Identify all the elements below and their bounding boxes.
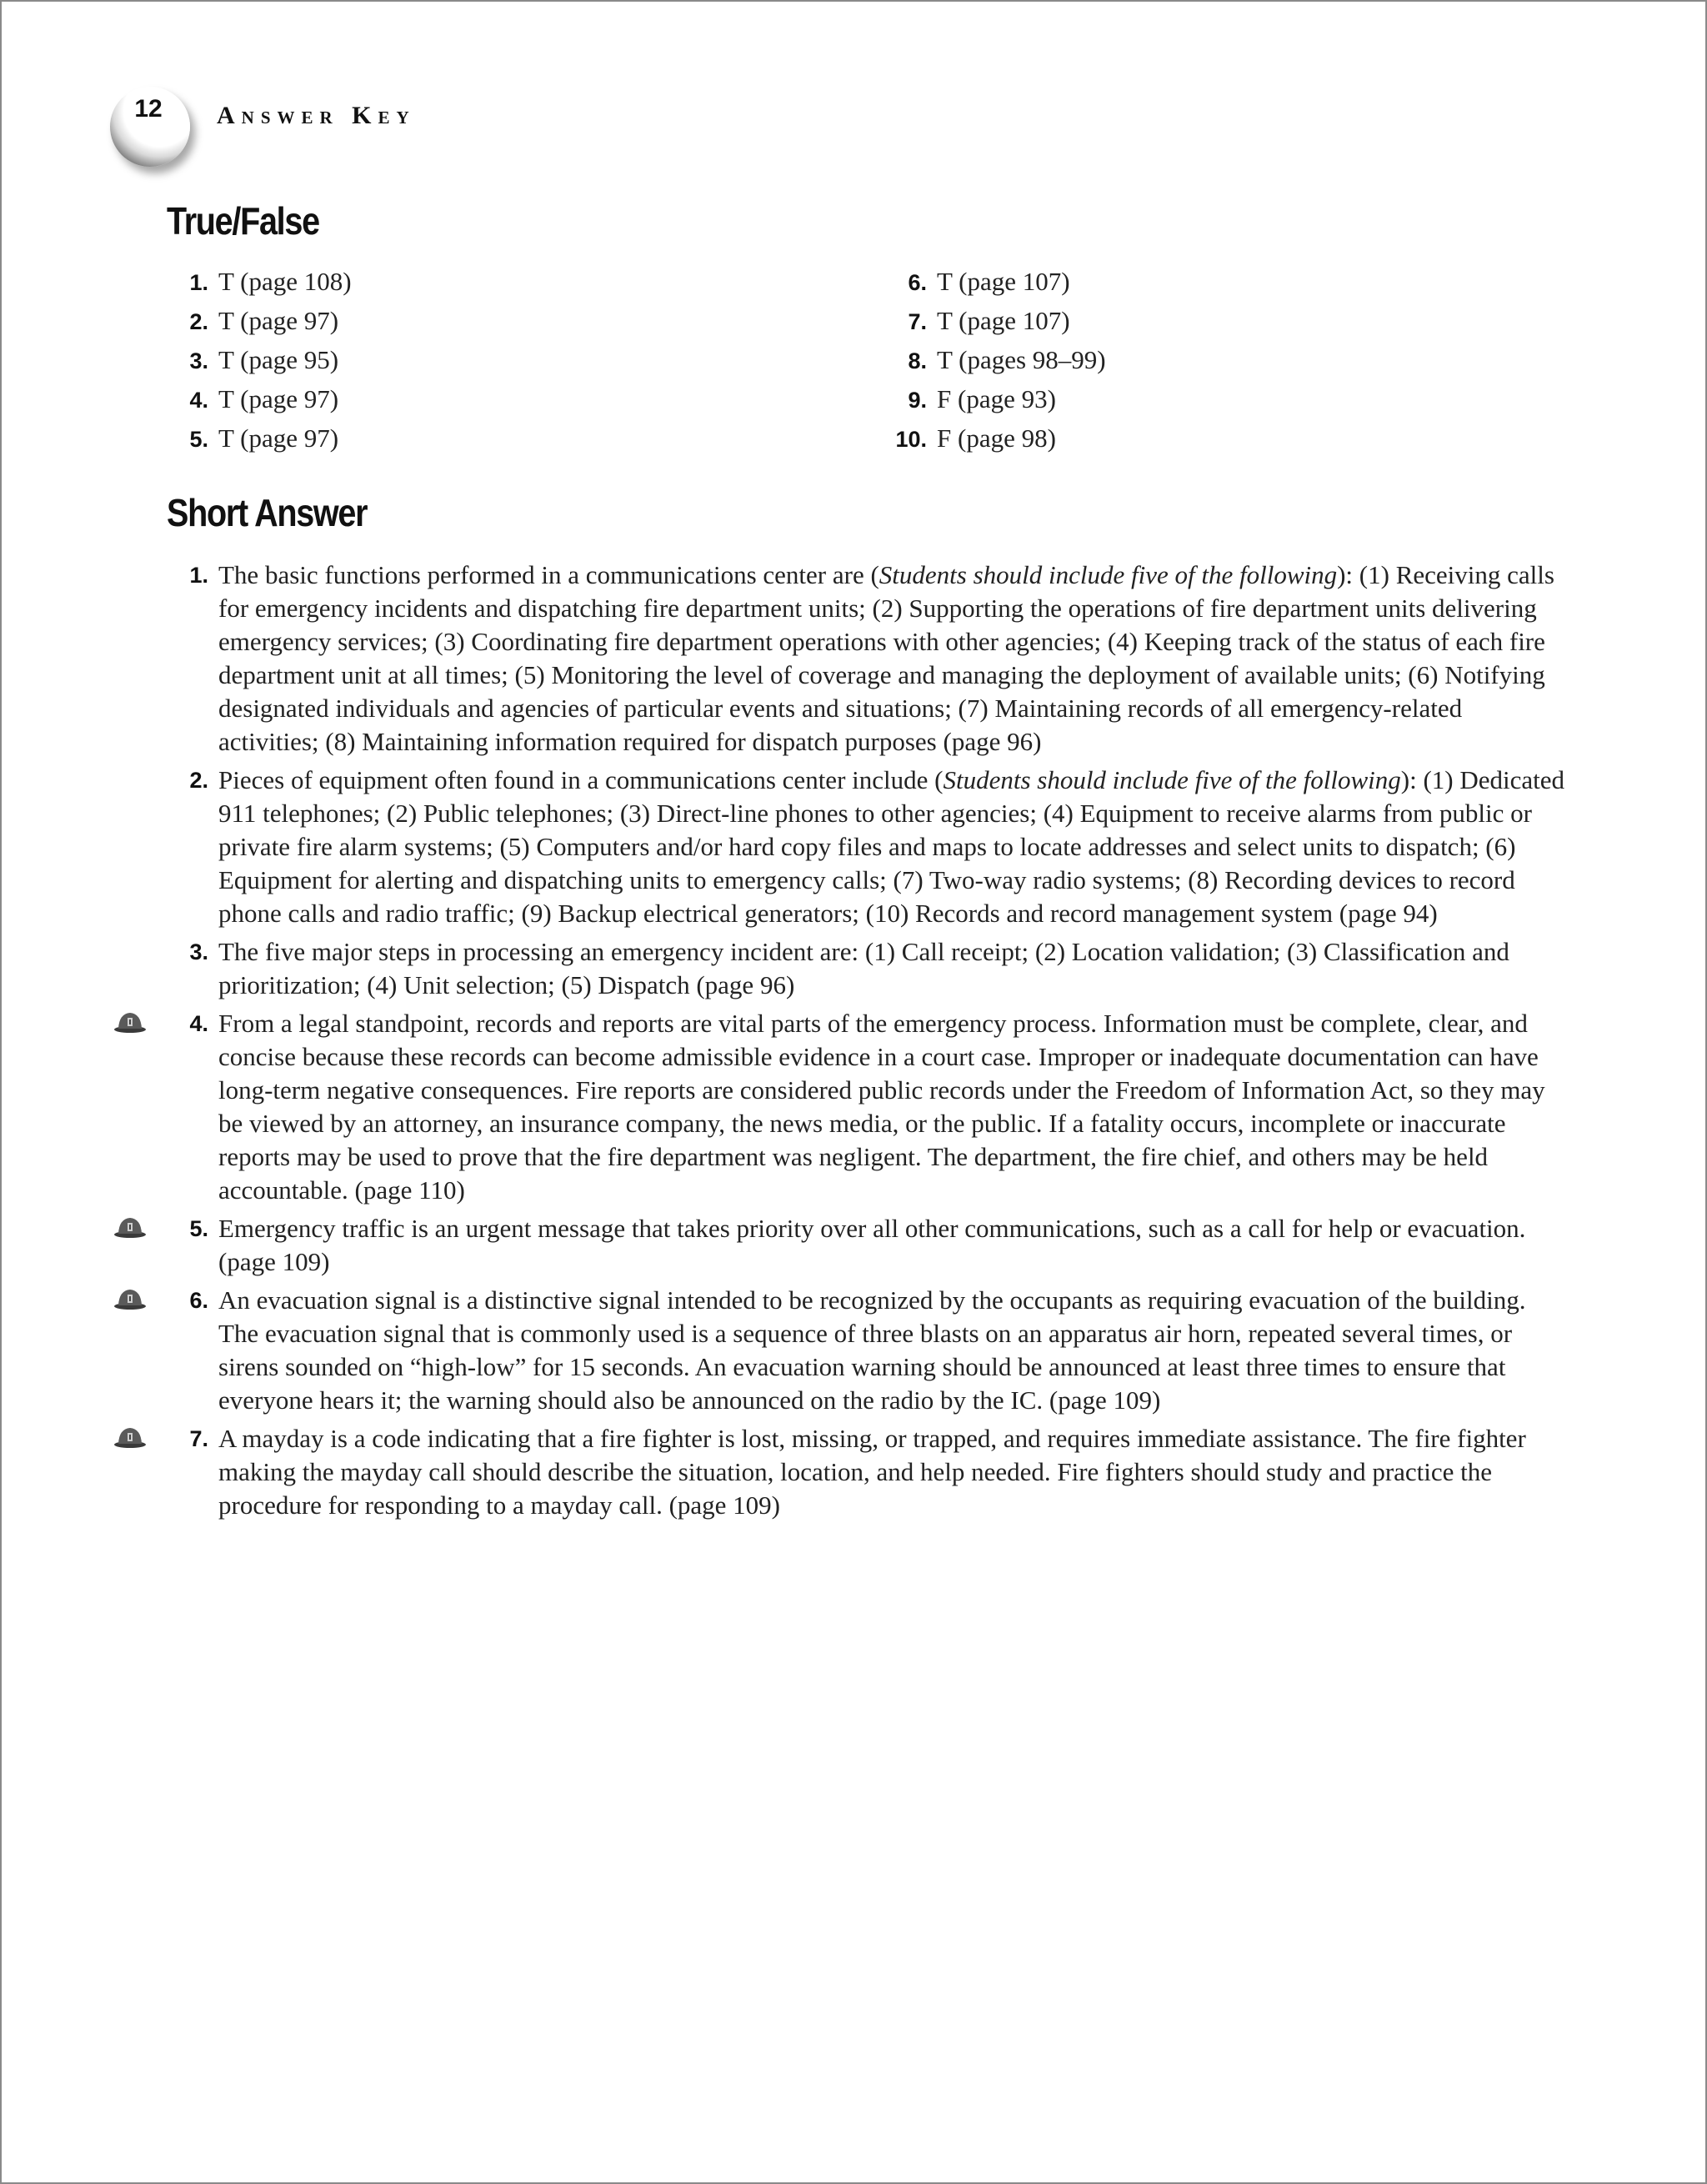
item-number: 7.: [189, 1426, 208, 1451]
item-number: 5.: [189, 427, 208, 452]
running-title: Answer Key: [217, 102, 416, 129]
item-answer: T (page 107): [937, 306, 1070, 335]
item-number: 4.: [189, 1011, 208, 1036]
list-item: [885, 381, 1056, 418]
list-item: [885, 420, 1056, 457]
answer-text: [218, 764, 1567, 930]
instruction-note: Students should include five of the following: [879, 560, 1338, 589]
short-answer-list: [167, 559, 1567, 1527]
true-false-heading: True/False: [167, 199, 319, 243]
list-item: [167, 263, 352, 300]
page-number: 12: [134, 95, 163, 123]
item-number: 3.: [189, 939, 208, 964]
list-item: [167, 1284, 1567, 1417]
item-answer: F (page 98): [937, 423, 1056, 453]
list-item: [885, 263, 1070, 300]
list-item: [167, 1212, 1567, 1279]
fire-helmet-icon: [113, 1287, 147, 1310]
answer-text: An evacuation signal is a distinctive signal intended to be recognized by the occupants as requiring evacuation of the building. The evacuation signal that is commonly used is a sequence of three blasts on an apparatus air horn, repeated several times, or sirens sounded on “high-low” for 15 seconds. An evacuation warning should be announced at least three times to ensure that everyone hears it; the warning should also be announced on the radio by the IC. (page 109): [218, 1285, 1526, 1415]
item-number: 1.: [189, 270, 208, 295]
item-answer: T (page 97): [218, 384, 339, 413]
answer-text-rest: ): (1) Receiving calls for emergency incidents and dispatching fire department units; (2) Supporting the operations of fire department units delivering emergency services; (3) Coordinating fire department operations with other agencies; (4) Keeping track of the status of each fire department unit at all times; (5) Monitoring the level of coverage and managing the deployment of available units; (6) Notifying designated individuals and agencies of particular events and situations; (7) Maintaining records of all emergency-related activities; (8) Maintaining information required for dispatch purposes (page 96): [218, 560, 1554, 756]
answer-text-rest: ): (1) Dedicated 911 telephones; (2) Public telephones; (3) Direct-line phones to other agencies; (4) Equipment to receive alarms from public or private fire alarm systems; (5) Computers and/or hard copy files and maps to locate addresses and select units to dispatch; (6) Equipment for alerting and dispatching units to emergency calls; (7) Two-way radio systems; (8) Recording devices to record phone calls and radio traffic; (9) Backup electrical generators; (10) Records and record management system (page 94): [218, 765, 1565, 928]
item-answer: T (page 95): [218, 345, 339, 374]
list-item: [167, 559, 1567, 759]
item-number: 6.: [908, 270, 927, 295]
item-number: 3.: [189, 348, 208, 373]
list-item: [167, 1007, 1567, 1207]
list-item: [167, 764, 1567, 930]
list-item: [167, 420, 338, 457]
answer-text: Emergency traffic is an urgent message that takes priority over all other communications, such as a call for help or evacuation. (page 109): [218, 1214, 1526, 1276]
list-item: [885, 342, 1106, 378]
item-number: 9.: [908, 388, 927, 413]
fire-helmet-icon: [113, 1215, 147, 1239]
item-answer: T (pages 98–99): [937, 345, 1106, 374]
item-answer: T (page 108): [218, 267, 352, 296]
item-number: 4.: [189, 388, 208, 413]
item-number: 5.: [189, 1216, 208, 1241]
item-number: 2.: [189, 309, 208, 334]
item-answer: F (page 93): [937, 384, 1056, 413]
short-answer-heading: Short Answer: [167, 491, 368, 534]
item-answer: T (page 107): [937, 267, 1070, 296]
list-item: [167, 935, 1567, 1002]
item-number: 1.: [189, 563, 208, 588]
answer-text: [218, 559, 1567, 759]
list-item: [167, 1422, 1567, 1522]
fire-helmet-icon: [113, 1425, 147, 1449]
answer-text-lead: The basic functions performed in a communications center are (: [218, 560, 879, 589]
item-number: 10.: [895, 427, 927, 452]
fire-helmet-icon: [113, 1010, 147, 1034]
item-number: 2.: [189, 768, 208, 793]
item-number: 8.: [908, 348, 927, 373]
answer-text: A mayday is a code indicating that a fire fighter is lost, missing, or trapped, and requires immediate assistance. The fire fighter making the mayday call should describe the situation, location, and help needed. Fire fighters should study and practice the procedure for responding to a mayday call. (page 109): [218, 1424, 1526, 1520]
item-number: 6.: [189, 1288, 208, 1313]
item-number: 7.: [908, 309, 927, 334]
list-item: [167, 342, 338, 378]
instruction-note: Students should include five of the following: [943, 765, 1401, 794]
list-item: [885, 303, 1070, 339]
item-answer: T (page 97): [218, 423, 339, 453]
list-item: [167, 303, 338, 339]
answer-text: From a legal standpoint, records and reports are vital parts of the emergency process. Information must be complete, clear, and concise because these records can become admissible evidence in a court case. Improper or inadequate documentation can have long-term negative consequences. Fire reports are considered public records under the Freedom of Information Act, so they may be viewed by an attorney, an insurance company, the news media, or the public. If a fatality occurs, incomplete or inaccurate reports may be used to prove that the fire department was negligent. The department, the fire chief, and others may be held accountable. (page 110): [218, 1009, 1545, 1205]
answer-text-lead: Pieces of equipment often found in a communications center include (: [218, 765, 944, 794]
list-item: [167, 381, 338, 418]
running-header: [110, 87, 610, 170]
answer-text: The five major steps in processing an emergency incident are: (1) Call receipt; (2) Location validation; (3) Classification and prioritization; (4) Unit selection; (5) Dispatch (page 96): [218, 937, 1509, 999]
item-answer: T (page 97): [218, 306, 339, 335]
